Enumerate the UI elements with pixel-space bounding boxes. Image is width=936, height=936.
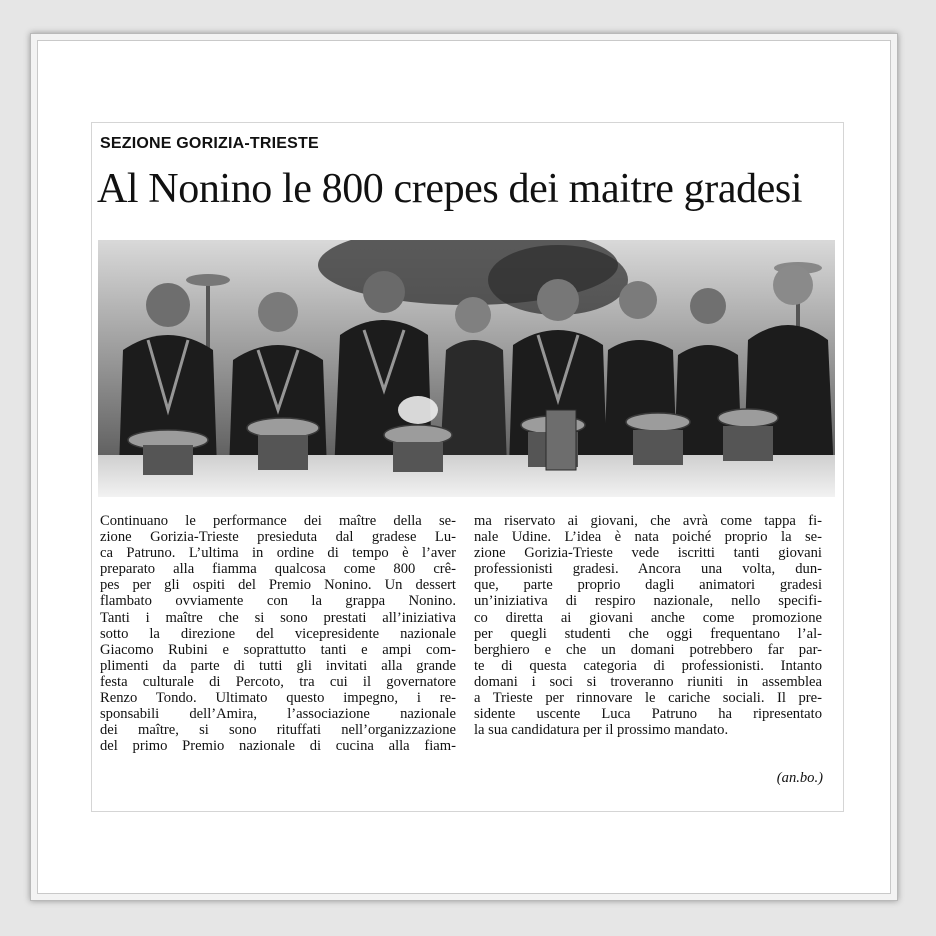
text-line: co diretta ai giovani anche come promozione [474,609,822,626]
text-line: berghiero e che un domani potrebbero far par- [474,641,822,658]
text-line: festa culturale di Percoto, tra cui il governatore [100,673,456,690]
text-line: sotto la direzione del vicepresidente nazionale [100,625,456,642]
author-signature: (an.bo.) [776,770,823,786]
text-line: flambato ovviamente con la grappa Nonino. [100,593,456,610]
text-line: sponsabili dell’Amira, l’associazione nazionale [100,706,456,723]
text-line: Tanti i maître che si sono prestati all’iniziativa [100,609,456,626]
text-line: a Trieste per rinnovare le cariche sociali. Il pre- [474,690,822,707]
text-line: nale Udine. L’idea è nata poiché proprio la se- [474,529,822,546]
text-line: sidente uscente Luca Patruno ha ripresentato [474,706,822,723]
text-line: Continuano le performance dei maître della se- [100,513,456,529]
text-line: te di questa categoria di professionisti. Intanto [474,657,822,674]
text-line: per quegli studenti che oggi frequentano l’al- [474,625,822,642]
article-column-1 [100,513,456,754]
text-line: pes per gli ospiti del Premio Nonino. Un dessert [100,577,456,594]
newspaper-clipping [92,123,843,811]
text-line: professionisti gradesi. Ancora una volta, dun- [474,561,822,578]
text-line: ma riservato ai giovani, che avrà come tappa fi- [474,513,822,529]
text-line: dei maître, si sono rituffati nell’organizzazione [100,722,456,739]
text-line: zione Gorizia-Trieste presieduta dal gradese Lu- [100,529,456,546]
text-line: preparato alla fiamma qualcosa come 800 crê- [100,561,456,578]
text-line: plimenti da parte di tutti gli invitati alla grande [100,657,456,674]
text-line: del primo Premio nazionale di cucina alla fiam- [100,738,456,755]
text-line: ca Patruno. L’ultima in ordine di tempo è l’aver [100,545,456,562]
article-column-2 [474,513,822,738]
text-line: Renzo Tondo. Ultimato questo impegno, i re- [100,690,456,707]
text-line: Giacomo Rubini e soprattutto tanti e ampi com- [100,641,456,658]
article-photo [98,240,835,497]
section-label: SEZIONE GORIZIA-TRIESTE [100,135,319,152]
photo-icon [98,240,835,497]
headline: Al Nonino le 800 crepes dei maitre gradesi [97,166,803,212]
text-line: la sua candidatura per il prossimo mandato. [474,722,729,739]
text-line: un’iniziativa di respiro nazionale, nello specifi- [474,593,822,610]
text-line: zione Gorizia-Trieste vede iscritti tanti giovani [474,545,822,562]
text-line: domani i soci si troveranno riuniti in assemblea [474,673,822,690]
text-line: que, parte proprio dagli animatori gradesi [474,577,822,594]
